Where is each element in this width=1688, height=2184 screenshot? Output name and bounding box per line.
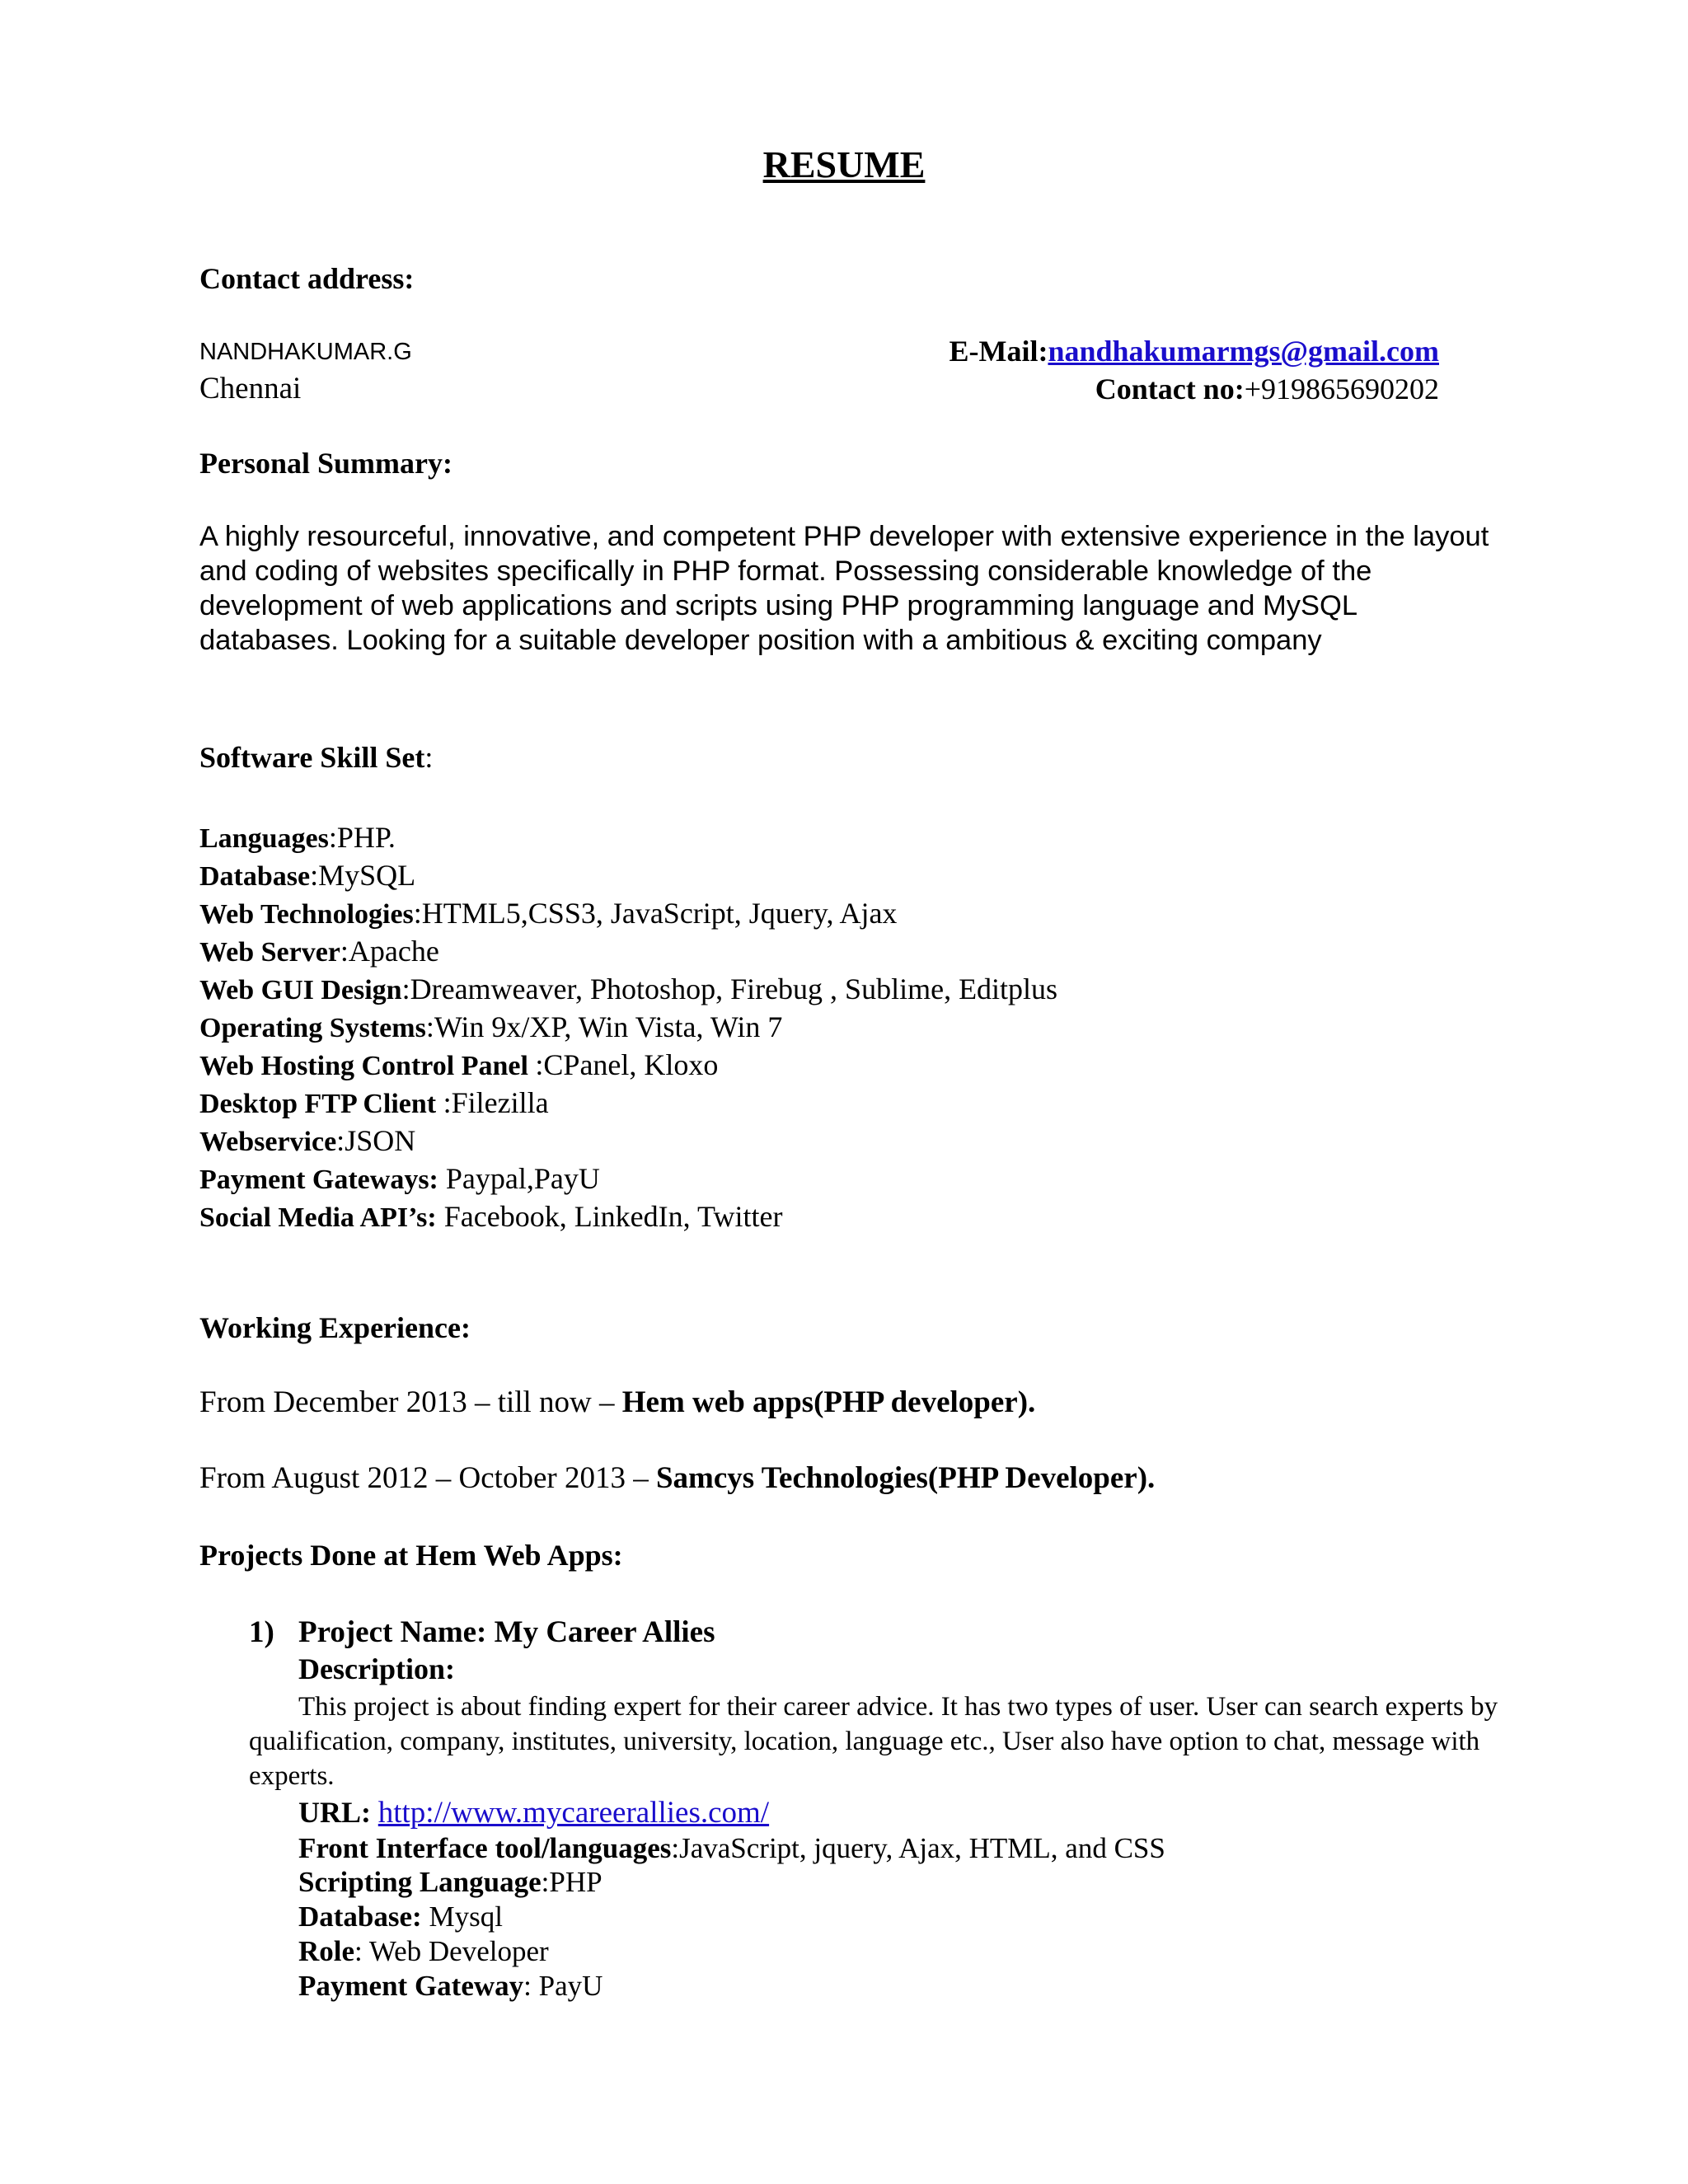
skill-label: Operating Systems xyxy=(199,1013,426,1043)
phone-label: Contact no: xyxy=(1095,373,1245,405)
skill-row xyxy=(199,818,1057,856)
scripting-value: PHP xyxy=(549,1866,603,1898)
skill-value: MySQL xyxy=(318,859,416,892)
skill-value: Paypal,PayU xyxy=(445,1162,600,1195)
experience-company: Samcys Technologies(PHP Developer). xyxy=(655,1461,1156,1495)
project-scripting-line: Scripting Language:PHP xyxy=(298,1866,603,1898)
skill-separator: : xyxy=(310,859,319,892)
experience-heading: Working Experience: xyxy=(199,1311,471,1344)
payment-label: Payment Gateway xyxy=(298,1970,524,2002)
skill-value: Apache xyxy=(348,935,439,968)
skill-value: CPanel, Kloxo xyxy=(543,1048,719,1081)
skill-row xyxy=(199,932,1057,970)
skill-row xyxy=(199,894,1057,932)
phone-line xyxy=(1095,372,1439,406)
experience-item xyxy=(199,1460,1155,1496)
skill-row xyxy=(199,970,1057,1008)
email-label: E-Mail: xyxy=(949,335,1048,368)
project-database-line xyxy=(298,1900,503,1933)
project-name-label: Project Name: xyxy=(298,1615,487,1649)
scripting-label: Scripting Language xyxy=(298,1866,542,1898)
contact-heading: Contact address: xyxy=(199,262,415,295)
project-number: 1) xyxy=(249,1615,274,1649)
skill-value: JSON xyxy=(345,1124,416,1157)
skill-separator xyxy=(437,1200,444,1233)
skills-heading xyxy=(199,740,433,775)
skill-separator: : xyxy=(328,821,337,854)
role-value: Web Developer xyxy=(368,1935,549,1967)
skill-row xyxy=(199,1008,1057,1046)
skill-value: PHP. xyxy=(336,821,396,854)
skill-value: HTML5,CSS3, JavaScript, Jquery, Ajax xyxy=(421,897,898,930)
project-url-line xyxy=(298,1795,769,1830)
project-name-line xyxy=(298,1615,715,1650)
skill-separator: : xyxy=(535,1048,544,1081)
phone-value: +919865690202 xyxy=(1244,373,1439,405)
skill-row xyxy=(199,1122,1057,1160)
skill-label: Web GUI Design xyxy=(199,975,402,1005)
summary-heading: Personal Summary: xyxy=(199,447,452,480)
skill-separator: : xyxy=(413,897,422,930)
project-front-line: Front Interface tool/languages:JavaScript, jquery, Ajax, HTML, and CSS xyxy=(298,1832,1165,1864)
role-label: Role xyxy=(298,1935,355,1967)
skill-row xyxy=(199,1046,1057,1084)
experience-company: Hem web apps(PHP developer). xyxy=(621,1385,1036,1419)
project-description: This project is about finding expert for their career advice. It has two types of user. User can search experts by qualification, company, institutes, university, location, language etc., User also have option to chat, message with experts. xyxy=(249,1692,1498,1791)
database-value: Mysql xyxy=(429,1900,503,1933)
skill-separator: : xyxy=(340,935,349,968)
candidate-name: NANDHAKUMAR.G xyxy=(199,339,412,365)
skill-row xyxy=(199,856,1057,894)
skill-separator: : xyxy=(336,1124,345,1157)
skill-separator: : xyxy=(443,1086,452,1119)
skill-label: Web Hosting Control Panel xyxy=(199,1051,536,1081)
skill-separator xyxy=(438,1162,446,1195)
skill-value: Facebook, LinkedIn, Twitter xyxy=(443,1200,783,1233)
skill-row xyxy=(199,1160,1057,1197)
skill-separator: : xyxy=(425,1010,434,1043)
project-payment-line: Payment Gateway: PayU xyxy=(298,1970,603,2002)
skill-label: Payment Gateways: xyxy=(199,1165,438,1195)
skill-separator: : xyxy=(401,972,410,1005)
email-link[interactable]: nandhakumarmgs@gmail.com xyxy=(1048,335,1439,368)
skill-value: Filezilla xyxy=(451,1086,549,1119)
payment-value: PayU xyxy=(538,1970,603,2002)
summary-text: A highly resourceful, innovative, and competent PHP developer with extensive experience in the layout and coding of websites specifically in PHP format. Possessing considerable knowledge of the development of web applications and scripts using PHP programming language and MySQL databases. Looking for a suitable developer position with a ambitious & exciting company xyxy=(199,521,1489,656)
projects-heading: Projects Done at Hem Web Apps: xyxy=(199,1539,623,1572)
skill-label: Database xyxy=(199,861,311,892)
email-line xyxy=(949,334,1439,368)
experience-item xyxy=(199,1385,1035,1420)
skill-label: Webservice xyxy=(199,1127,337,1157)
skills-heading-text: Software Skill Set xyxy=(199,741,425,774)
skill-label: Languages xyxy=(199,823,329,854)
description-label-text: Description: xyxy=(298,1652,455,1685)
experience-period: From August 2012 – October 2013 – xyxy=(199,1461,656,1495)
page-title: RESUME xyxy=(762,143,926,185)
front-label: Front Interface tool/languages xyxy=(298,1832,672,1864)
skill-label: Desktop FTP Client xyxy=(199,1089,443,1119)
skill-value: Dreamweaver, Photoshop, Firebug , Sublime, Editplus xyxy=(410,972,1058,1005)
project-url-link[interactable]: http://www.mycareerallies.com/ xyxy=(377,1796,770,1830)
project-description-label xyxy=(298,1652,455,1686)
skill-label: Web Server xyxy=(199,937,340,968)
project-name: My Career Allies xyxy=(494,1615,715,1649)
skills-heading-colon: : xyxy=(424,741,434,774)
experience-period: From December 2013 – till now – xyxy=(199,1385,622,1419)
skills-list xyxy=(199,818,1057,1235)
url-label: URL: xyxy=(298,1796,371,1829)
skill-label: Web Technologies xyxy=(199,899,414,930)
candidate-city: Chennai xyxy=(199,372,302,405)
skill-label: Social Media API’s: xyxy=(199,1202,437,1233)
database-label: Database: xyxy=(298,1900,422,1933)
skill-value: Win 9x/XP, Win Vista, Win 7 xyxy=(434,1010,783,1043)
project-role-line: Role: Web Developer xyxy=(298,1935,549,1967)
front-value: JavaScript, jquery, Ajax, HTML, and CSS xyxy=(679,1832,1165,1864)
skill-row xyxy=(199,1084,1057,1122)
skill-row xyxy=(199,1197,1057,1235)
